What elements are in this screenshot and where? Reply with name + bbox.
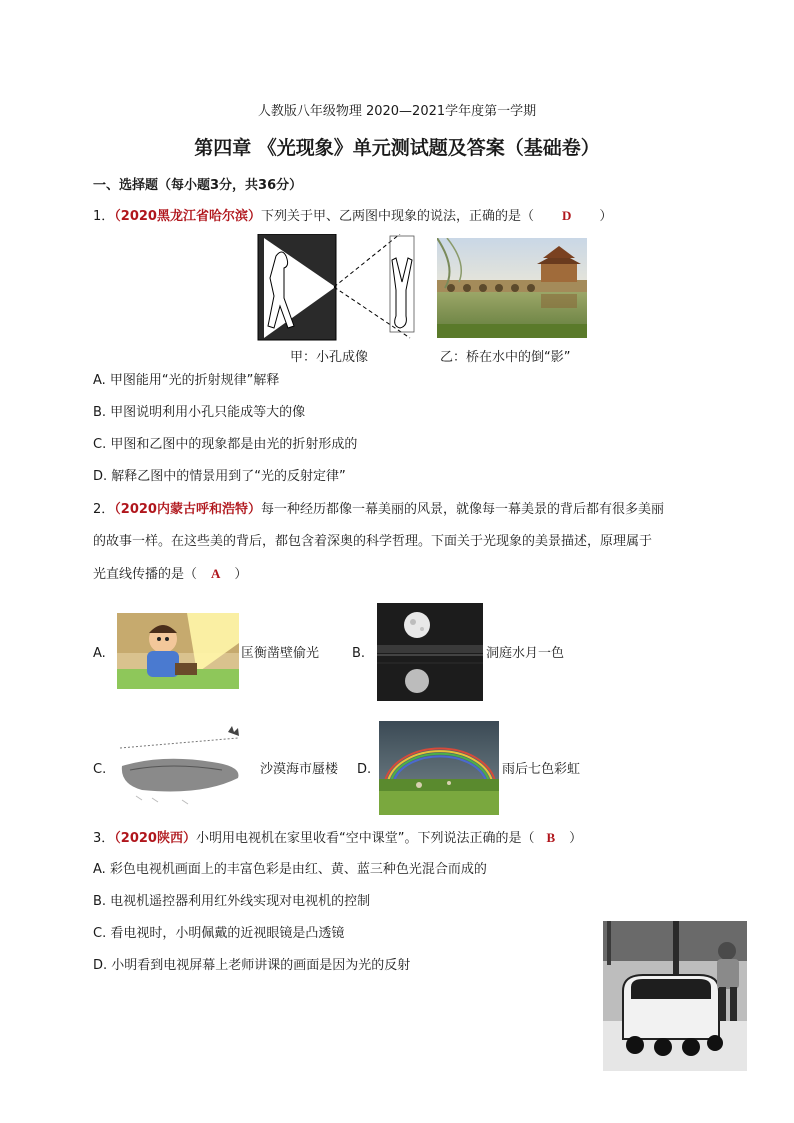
figure-caption-a: 甲：小孔成像 <box>290 350 369 365</box>
delivery-robot-photo <box>603 921 747 1071</box>
mirage-sketch <box>112 726 252 808</box>
option-b: B. 甲图说明利用小孔只能成等大的像 <box>93 405 306 420</box>
question-source: （2020黑龙江省哈尔滨） <box>114 209 261 224</box>
question-2-line1: 2．（2020内蒙古呼和浩特）每一种经历都像一幕美丽的风景，就像每一幕美景的背后都有很多美丽 <box>93 502 664 517</box>
section-heading: 一、选择题（每小题3分，共36分） <box>93 178 303 193</box>
question-source: （2020内蒙古呼和浩特） <box>114 502 261 517</box>
option-b: B. 电视机遥控器利用红外线实现对电视机的控制 <box>93 894 371 909</box>
question-stem: 下列关于甲、乙两图中现象的说法，正确的是（ <box>260 209 534 224</box>
question-number: 3． <box>93 831 115 846</box>
option-a: A. 甲图能用“光的折射规律”解释 <box>93 373 280 388</box>
question-number: 1． <box>93 209 115 224</box>
kuang-heng-cartoon <box>117 613 239 689</box>
document-subtitle: 人教版八年级物理 2020—2021学年度第一学期 <box>257 104 537 119</box>
option-a: A. 彩色电视机画面上的丰富色彩是由红、黄、蓝三种色光混合而成的 <box>93 862 487 877</box>
option-a-text: 匡衡凿壁偷光 <box>241 646 320 661</box>
answer-mark: B <box>546 830 556 845</box>
option-b-letter: B. <box>352 646 366 661</box>
answer-mark: D <box>561 208 572 223</box>
answer-mark: A <box>211 566 221 581</box>
moon-reflection-photo <box>377 603 483 701</box>
option-b-text: 洞庭水月一色 <box>486 646 565 661</box>
option-d-letter: D. <box>357 762 372 777</box>
option-a-letter: A. <box>93 646 106 661</box>
question-2-line3: 光直线传播的是（ A ） <box>93 566 248 582</box>
option-c: C. 甲图和乙图中的现象都是由光的折射形成的 <box>93 437 358 452</box>
question-number: 2． <box>93 502 115 517</box>
pinhole-illustration <box>250 234 430 342</box>
question-source: （2020陕西） <box>114 831 196 846</box>
option-c-letter: C. <box>93 762 107 777</box>
option-d: D. 小明看到电视屏幕上老师讲课的画面是因为光的反射 <box>93 958 411 973</box>
bridge-reflection-photo <box>437 238 587 338</box>
question-2-line2: 的故事一样。在这些美的背后，都包含着深奥的科学哲理。下面关于光现象的美景描述，原理属于 <box>93 534 653 549</box>
option-c: C. 看电视时，小明佩戴的近视眼镜是凸透镜 <box>93 926 345 941</box>
option-d-text: 雨后七色彩虹 <box>502 762 581 777</box>
question-3-line: 3．（2020陕西）小明用电视机在家里收看“空中课堂”。下列说法正确的是（ B ） <box>93 830 583 846</box>
option-d: D. 解释乙图中的情景用到了“光的反射定律” <box>93 469 346 484</box>
document-title: 第四章 《光现象》单元测试题及答案（基础卷） <box>194 137 600 159</box>
question-1-line: 1．（2020黑龙江省哈尔滨）下列关于甲、乙两图中现象的说法，正确的是（ D ） <box>93 208 613 224</box>
option-c-text: 沙漠海市蜃楼 <box>260 762 339 777</box>
rainbow-photo <box>379 721 499 815</box>
figure-caption-b: 乙：桥在水中的倒“影” <box>440 350 571 365</box>
